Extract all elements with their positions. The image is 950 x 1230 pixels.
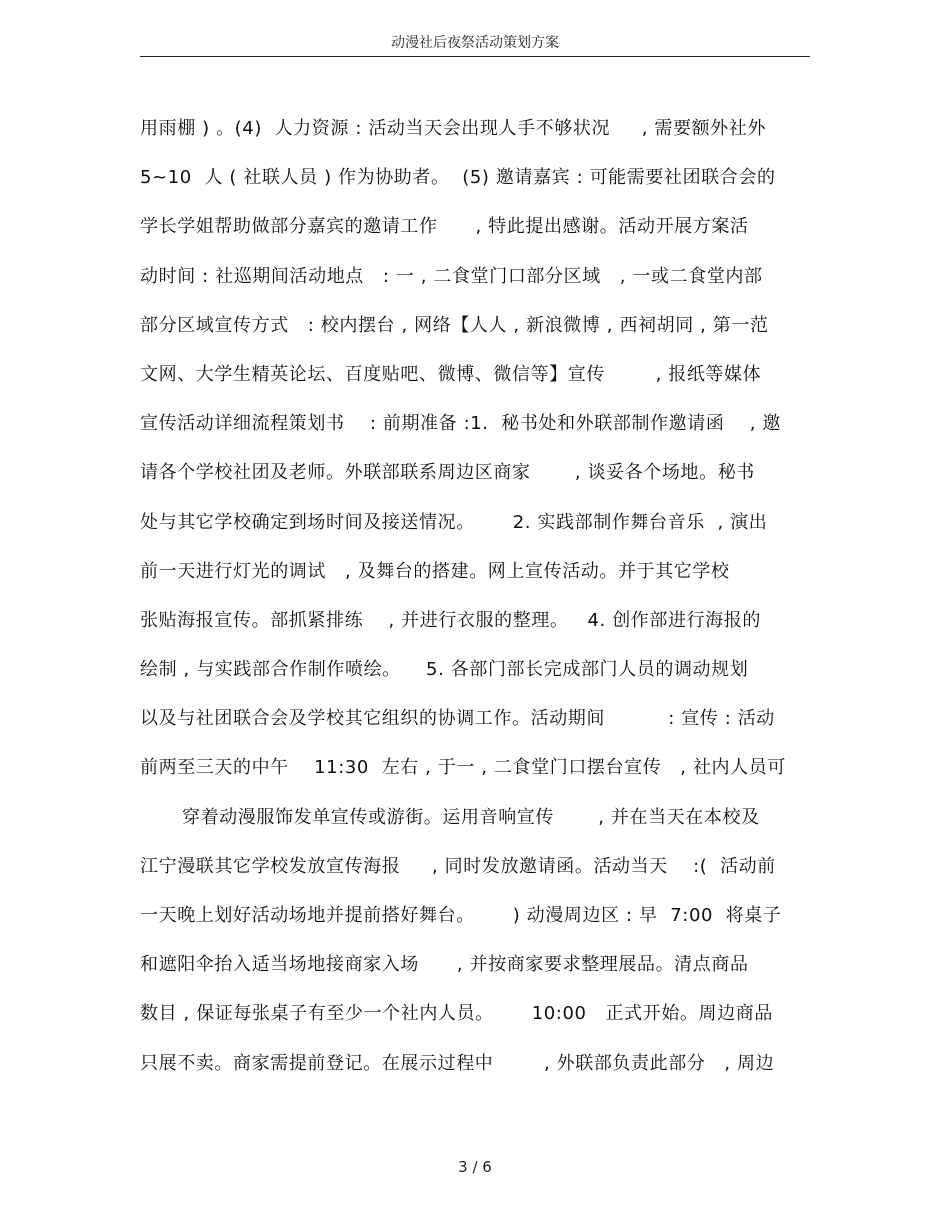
body-line-13: 以及与社团联合会及学校其它组织的协调工作。活动期间 : 宣传 : 活动	[140, 708, 775, 730]
document-body	[140, 111, 810, 1095]
body-line-6: 文网、大学生精英论坛、百度贴吧、微博、微信等】宣传 , 报纸等媒体	[140, 363, 762, 385]
body-line-7: 宣传活动详细流程策划书 : 前期准备 :1. 秘书处和外联部制作邀请函 , 邀	[140, 413, 782, 435]
header-divider	[140, 56, 810, 57]
page-header-title: 动漫社后夜祭活动策划方案	[391, 35, 559, 51]
page-number: 3 / 6	[458, 1158, 492, 1176]
body-line-5: 部分区域宣传方式 : 校内摆台 , 网络【人人 , 新浪微博 , 西祠胡同 , 第一范	[140, 314, 769, 336]
body-line-18: 和遮阳伞抬入适当场地接商家入场 , 并按商家要求整理展品。清点商品	[140, 954, 749, 976]
body-line-4: 动时间 : 社巡期间活动地点 : 一 , 二食堂门口部分区域 , 一或二食堂内部	[140, 265, 763, 287]
body-line-8: 请各个学校社团及老师。外联部联系周边区商家 , 谈妥各个场地。秘书	[140, 462, 755, 484]
body-line-10: 前一天进行灯光的调试 , 及舞台的搭建。网上宣传活动。并于其它学校	[140, 560, 730, 582]
body-line-17: 一天晚上划好活动场地并提前搭好舞台。 ) 动漫周边区 : 早 7:00 将桌子	[140, 905, 782, 926]
body-line-15: 穿着动漫服饰发单宣传或游街。运用音响宣传 , 并在当天在本校及	[182, 806, 760, 828]
body-line-14: 前两至三天的中午 11:30 左右 , 于一 , 二食堂门口摆台宣传 , 社内人员可	[140, 757, 786, 779]
body-line-1: 用雨棚 ) 。(4) 人力资源 : 活动当天会出现人手不够状况 , 需要额外社外	[140, 118, 766, 139]
body-line-12: 绘制 , 与实践部合作制作喷绘。 5. 各部门部长完成部门人员的调动规划	[140, 659, 749, 681]
body-line-11: 张贴海报宣传。部抓紧排练 , 并进行衣服的整理。 4. 创作部进行海报的	[140, 609, 761, 631]
body-line-3: 学长学姐帮助做部分嘉宾的邀请工作 , 特此提出感谢。活动开展方案活	[140, 216, 749, 238]
body-line-16: 江宁漫联其它学校发放宣传海报 , 同时发放邀请函。活动当天 :( 活动前	[140, 855, 776, 877]
body-line-2: 5~10 人 ( 社联人员 ) 作为协助者。 (5) 邀请嘉宾 : 可能需要社团联合会的	[140, 167, 776, 189]
body-line-20: 只展不卖。商家需提前登记。在展示过程中 , 外联部负责此部分 , 周边	[140, 1052, 775, 1074]
body-line-9: 处与其它学校确定到场时间及接送情况。 2. 实践部制作舞台音乐 , 演出	[140, 511, 768, 533]
body-line-19: 数目 , 保证每张桌子有至少一个社内人员。 10:00 正式开始。周边商品	[140, 1003, 773, 1025]
